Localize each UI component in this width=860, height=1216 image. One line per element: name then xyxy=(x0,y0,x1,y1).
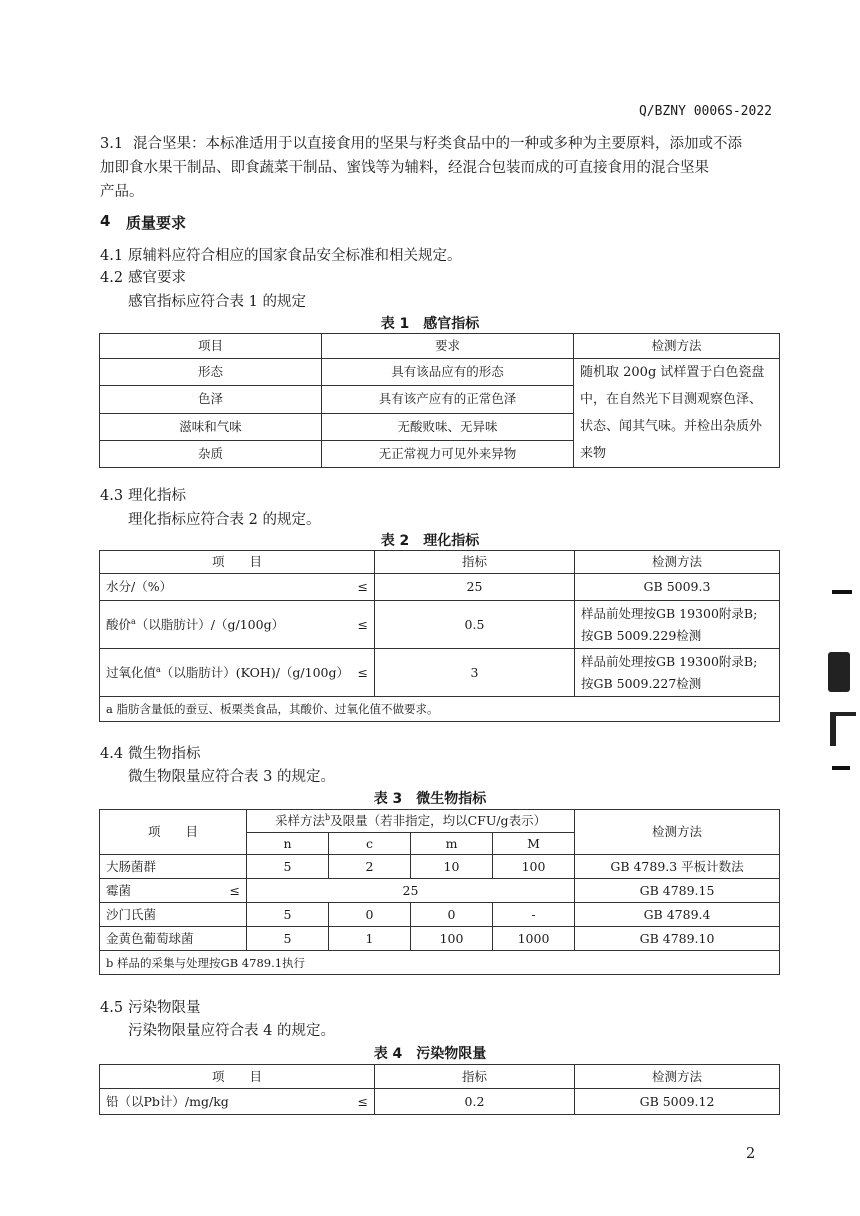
table2-item-label: 酸价 xyxy=(106,616,132,632)
table2-item-label-rest: （以脂肪计）(KOH)/（g/100g） xyxy=(160,664,349,680)
section-4-number: 4 xyxy=(100,212,111,230)
table4-value: 0.2 xyxy=(375,1089,575,1115)
table1-method: 随机取 200g 试样置于白色瓷盘中，在自然光下目测观察色泽、状态、闻其气味。并检出杂质外来物 xyxy=(574,359,780,468)
table4-header-method: 检测方法 xyxy=(575,1065,780,1089)
table2-le-sign: ≤ xyxy=(357,616,368,632)
section-4-3-number: 4.3 xyxy=(100,488,124,504)
table3-cell-n: 5 xyxy=(247,855,329,879)
section-4-5-text: 污染物限量应符合表 4 的规定。 xyxy=(128,1023,335,1039)
table1-header-method: 检测方法 xyxy=(574,334,780,359)
table1-header-req: 要求 xyxy=(322,334,574,359)
section-4-2-number: 4.2 xyxy=(100,270,124,286)
section-3-1-line3: 产品。 xyxy=(100,184,144,200)
table2-method-line1: 样品前处理按GB 19300附录B; xyxy=(581,653,758,669)
table3-row-item: 大肠菌群 xyxy=(100,855,247,879)
table3-item-label: 霉菌 xyxy=(106,882,132,898)
table3-cell-merged-limit: 25 xyxy=(247,879,575,903)
section-4-4-text: 微生物限量应符合表 3 的规定。 xyxy=(128,769,335,785)
table2-row-peroxide xyxy=(100,649,375,697)
table3-subheader-c: c xyxy=(329,833,411,855)
table2-value: 3 xyxy=(375,649,575,697)
table3-subheader-M: M xyxy=(493,833,575,855)
binding-mark xyxy=(830,712,856,746)
table4-header-item: 项 目 xyxy=(100,1065,375,1089)
table3-cell-n: 5 xyxy=(247,903,329,927)
document-code: Q/BZNY 0006S-2022 xyxy=(638,104,772,119)
table3-microbial xyxy=(99,809,780,975)
table2-item-sup: a xyxy=(156,664,161,674)
table3-subheader-m: m xyxy=(411,833,493,855)
table4-method: GB 5009.12 xyxy=(575,1089,780,1115)
table2-value: 25 xyxy=(375,574,575,601)
table2-item-label: 水分/（%） xyxy=(106,579,173,594)
section-4-1-number: 4.1 xyxy=(100,248,124,264)
table2-caption: 表 2 理化指标 xyxy=(380,533,480,549)
table3-cell-m: 100 xyxy=(411,927,493,951)
table4-caption: 表 4 污染物限量 xyxy=(373,1046,487,1062)
table2-method-line2: 按GB 5009.229检测 xyxy=(581,627,702,643)
table2-physchem xyxy=(99,550,780,722)
table1-row-item: 杂质 xyxy=(100,440,322,467)
table3-cell-c: 2 xyxy=(329,855,411,879)
table2-le-sign: ≤ xyxy=(357,664,368,680)
table2-header-value: 指标 xyxy=(375,551,575,574)
table3-cell-c: 0 xyxy=(329,903,411,927)
section-4-2-text: 感官指标应符合表 1 的规定 xyxy=(128,294,306,310)
table1-row-item: 色泽 xyxy=(100,386,322,413)
table3-cell-method: GB 4789.15 xyxy=(575,879,780,903)
table3-subheader-n: n xyxy=(247,833,329,855)
section-3-1-line2: 加即食水果干制品、即食蔬菜干制品、蜜饯等为辅料，经混合包装而成的可直接食用的混合坚果 xyxy=(100,160,709,176)
table2-method-line1: 样品前处理按GB 19300附录B; xyxy=(581,605,758,621)
table4-item-label: 铅（以Pb计）/mg/kg xyxy=(106,1093,229,1109)
table3-cell-c: 1 xyxy=(329,927,411,951)
table1-header-item: 项目 xyxy=(100,334,322,359)
table2-value: 0.5 xyxy=(375,601,575,649)
table2-method-line2: 按GB 5009.227检测 xyxy=(581,675,702,691)
table1-row-item: 形态 xyxy=(100,359,322,386)
section-4-3-title: 理化指标 xyxy=(128,488,186,504)
table1-caption: 表 1 感官指标 xyxy=(380,316,480,332)
table3-cell-M: 100 xyxy=(493,855,575,879)
table2-row-moisture xyxy=(100,574,375,601)
table2-item-sup: a xyxy=(131,616,136,626)
table3-row-item: 金黄色葡萄球菌 xyxy=(100,927,247,951)
table1-row-req: 无正常视力可见外来异物 xyxy=(322,440,574,467)
binding-mark xyxy=(832,766,850,770)
table2-le-sign: ≤ xyxy=(357,579,368,594)
table4-contaminants xyxy=(99,1064,780,1115)
table4-le-sign: ≤ xyxy=(357,1093,368,1109)
table2-header-item: 项 目 xyxy=(100,551,375,574)
table3-header-item: 项 目 xyxy=(100,810,247,855)
section-3-1-number: 3.1 xyxy=(100,136,124,152)
table2-item-label-rest: （以脂肪计）/（g/100g） xyxy=(135,616,285,632)
table3-cell-n: 5 xyxy=(247,927,329,951)
table3-header-sampling-post: 及限量（若非指定，均以CFU/g表示） xyxy=(330,813,547,828)
table1-row-item: 滋味和气味 xyxy=(100,413,322,440)
section-4-2-title: 感官要求 xyxy=(128,270,186,286)
table3-row-item: 沙门氏菌 xyxy=(100,903,247,927)
table3-row-item xyxy=(100,879,247,903)
table3-header-sampling-sup: b xyxy=(324,812,331,822)
table3-footnote: b 样品的采集与处理按GB 4789.1执行 xyxy=(100,951,780,975)
table3-cell-method: GB 4789.4 xyxy=(575,903,780,927)
section-4-1-text: 原辅料应符合相应的国家食品安全标准和相关规定。 xyxy=(128,248,462,264)
table4-row-lead xyxy=(100,1089,375,1115)
table3-cell-m: 10 xyxy=(411,855,493,879)
table1-row-req: 具有该品应有的形态 xyxy=(322,359,574,386)
table2-method xyxy=(575,649,780,697)
table3-header-sampling xyxy=(247,810,575,833)
table2-item-label: 过氧化值 xyxy=(106,664,157,680)
table1-row-req: 无酸败味、无异味 xyxy=(322,413,574,440)
table2-row-acid xyxy=(100,601,375,649)
binding-mark xyxy=(828,652,850,692)
section-4-4-title: 微生物指标 xyxy=(128,746,201,762)
table3-caption: 表 3 微生物指标 xyxy=(373,791,487,807)
section-4-title: 质量要求 xyxy=(126,214,187,232)
section-4-5-title: 污染物限量 xyxy=(128,1000,201,1016)
table4-header-value: 指标 xyxy=(375,1065,575,1089)
table2-header-method: 检测方法 xyxy=(575,551,780,574)
table1-row-req: 具有该产应有的正常色泽 xyxy=(322,386,574,413)
table1-sensory xyxy=(99,333,780,468)
table3-header-sampling-pre: 采样方法 xyxy=(274,813,325,828)
table3-cell-method: GB 4789.10 xyxy=(575,927,780,951)
table2-method xyxy=(575,601,780,649)
table2-footnote: a 脂肪含量低的蚕豆、板栗类食品，其酸价、过氧化值不做要求。 xyxy=(100,697,780,722)
binding-mark xyxy=(832,590,852,594)
section-4-5-number: 4.5 xyxy=(100,1000,124,1016)
table3-cell-M: 1000 xyxy=(493,927,575,951)
table2-method: GB 5009.3 xyxy=(575,574,780,601)
section-4-4-number: 4.4 xyxy=(100,746,124,762)
page-number: 2 xyxy=(746,1146,756,1162)
table3-cell-method: GB 4789.3 平板计数法 xyxy=(575,855,780,879)
table3-header-method: 检测方法 xyxy=(575,810,780,855)
table3-le-sign: ≤ xyxy=(229,882,240,898)
table3-cell-m: 0 xyxy=(411,903,493,927)
table3-cell-M: - xyxy=(493,903,575,927)
section-4-3-text: 理化指标应符合表 2 的规定。 xyxy=(128,512,321,528)
section-3-1-line1: 混合坚果：本标准适用于以直接食用的坚果与籽类食品中的一种或多种为主要原料，添加或不添 xyxy=(133,136,742,152)
